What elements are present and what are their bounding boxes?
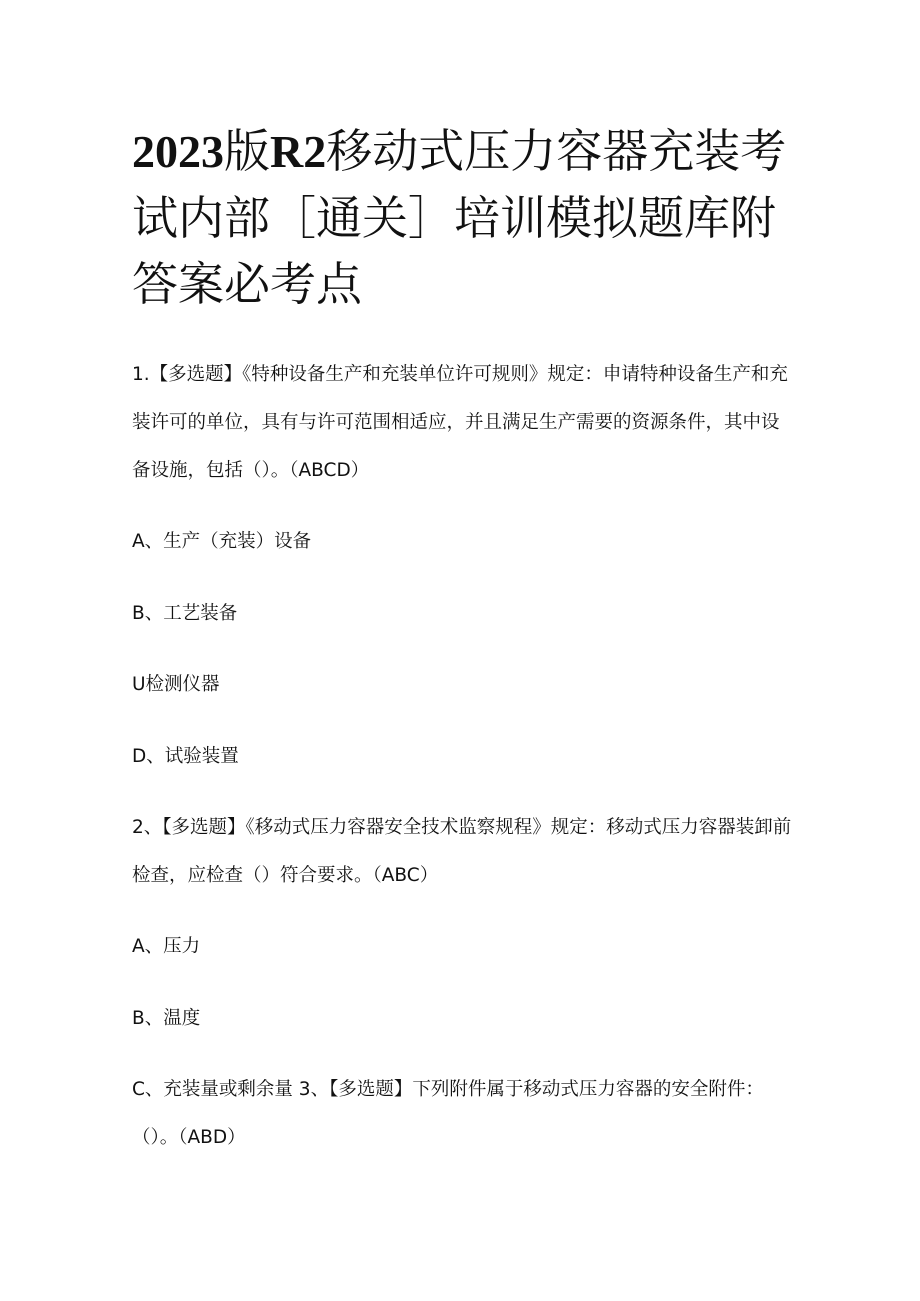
question-1-stem: 1.【多选题】《特种设备生产和充装单位许可规则》规定：申请特种设备生产和充装许可的单位，具有与许可范围相适应，并且满足生产需要的资源条件，其中设备设施，包括（）。（ABCD） <box>132 364 788 481</box>
question-1-option-d: D、试验装置 <box>132 746 239 767</box>
question-2-stem: 2、【多选题】《移动式压力容器安全技术监察规程》规定：移动式压力容器装卸前检查，应检查（）符合要求。（ABC） <box>132 817 792 886</box>
question-2-option-c: C、充装量或剩余量 3、【多选题】下列附件属于移动式压力容器的安全附件：（）。（ABD） <box>132 1079 764 1148</box>
title-year: 2023 <box>132 126 224 177</box>
title-edition: 版 <box>224 124 270 178</box>
title-rest: 移动式压力容器充装考试内部［通关］培训模拟题库附答案必考点 <box>132 124 787 311</box>
question-1-option-a: A、生产（充装）设备 <box>132 531 312 552</box>
question-2-option-b: B、温度 <box>132 1008 201 1029</box>
document-title <box>132 118 812 317</box>
question-1-option-c: U检测仪器 <box>132 674 220 695</box>
question-1-option-b: B、工艺装备 <box>132 603 238 624</box>
title-code: R2 <box>270 126 327 177</box>
question-2-option-a: A、压力 <box>132 936 201 957</box>
